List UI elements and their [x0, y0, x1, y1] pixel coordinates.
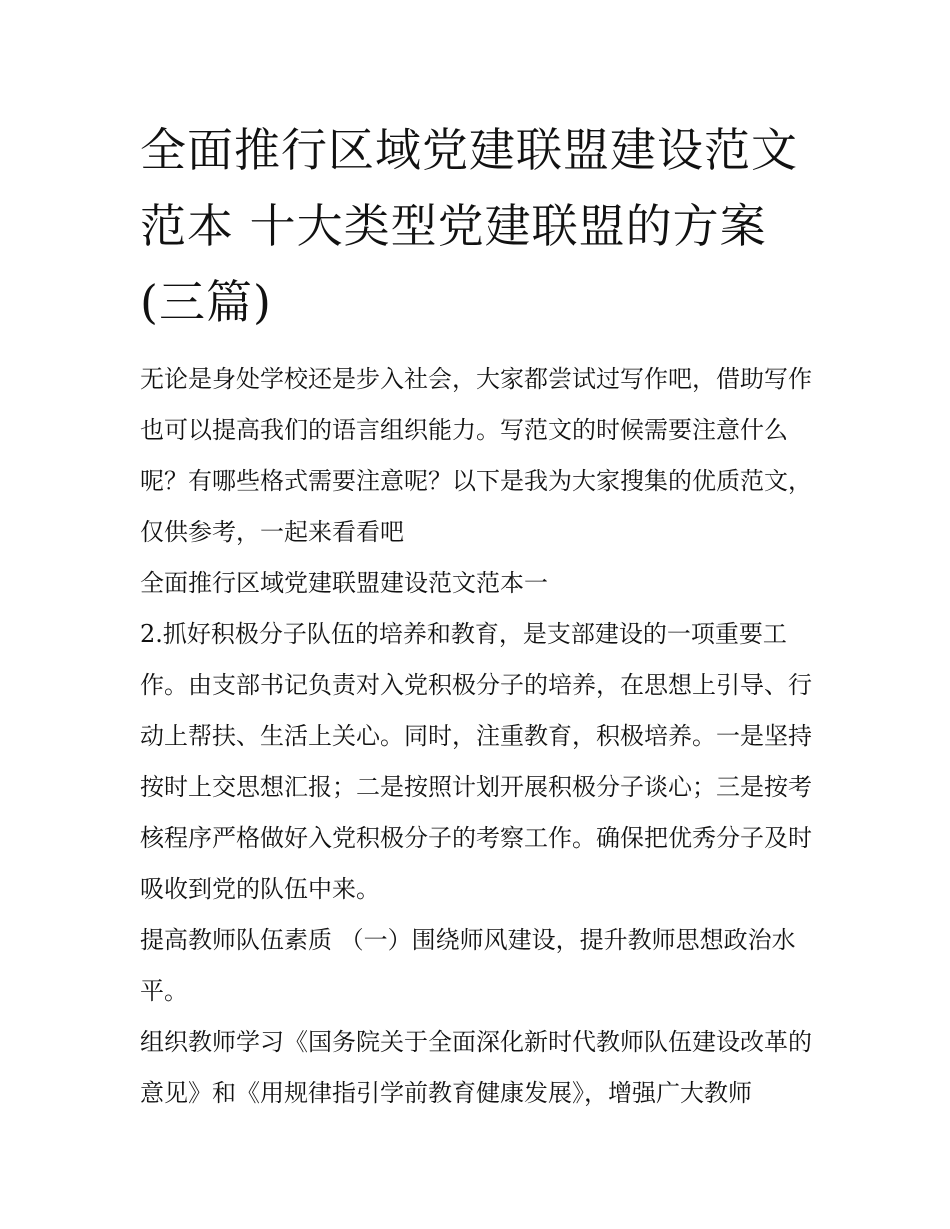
section-heading: 全面推行区域党建联盟建设范文范本一: [140, 569, 548, 597]
body-paragraph: 提高教师队伍素质 （一）围绕师风建设，提升教师思想政治水平。: [140, 926, 796, 1005]
body-paragraph: 组织教师学习《国务院关于全面深化新时代教师队伍建设改革的意见》和《用规律指引学前教育健康发展》，增强广大教师: [140, 1028, 812, 1107]
document-title: 全面推行区域党建联盟建设范文范本 十大类型党建联盟的方案(三篇): [140, 123, 798, 329]
body-paragraph: 2.抓好积极分子队伍的培养和教育，是支部建设的一项重要工作。由支部书记负责对入党积极分子的培养，在思想上引导、行动上帮扶、生活上关心。同时，注重教育，积极培养。一是坚持按时上交思想汇报；二是按照计划开展积极分子谈心；三是按考核程序严格做好入党积极分子的考察工作。确保把优秀分子及时吸收到党的队伍中来。: [140, 620, 812, 903]
document-page: [140, 112, 812, 1119]
intro-paragraph: 无论是身处学校还是步入社会，大家都尝试过写作吧，借助写作也可以提高我们的语言组织能力。写范文的时候需要注意什么呢？有哪些格式需要注意呢？以下是我为大家搜集的优质范文，仅供参考，一起来看看吧: [140, 365, 812, 546]
